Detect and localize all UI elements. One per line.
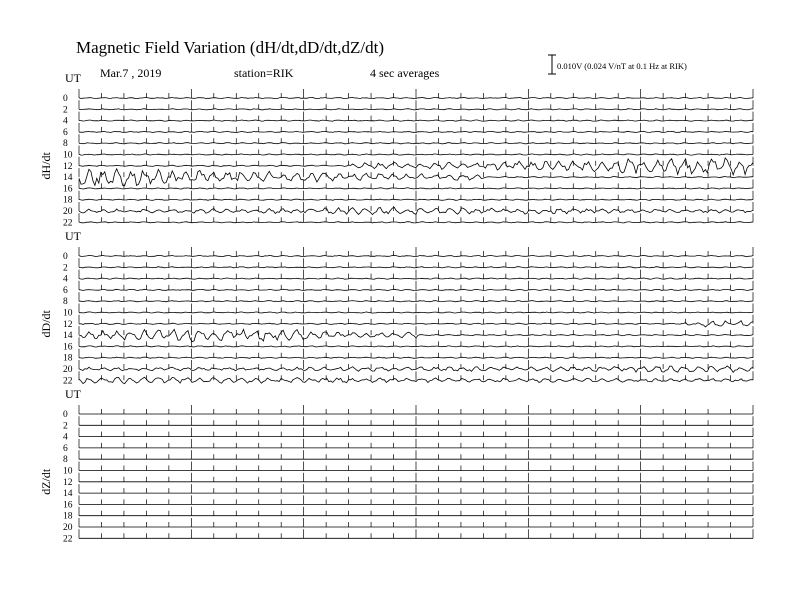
hour-label: 12 — [63, 477, 73, 488]
hour-label: 12 — [63, 161, 73, 172]
scale-bar — [548, 55, 687, 74]
hour-label: 10 — [63, 150, 73, 161]
hour-label: 10 — [63, 466, 73, 477]
panel-1 — [39, 229, 753, 386]
hour-label: 18 — [63, 511, 73, 522]
hour-label: 0 — [63, 252, 68, 262]
hour-label: 10 — [63, 308, 73, 319]
panel-0 — [39, 71, 753, 228]
chart-title: Magnetic Field Variation (dH/dt,dD/dt,dZ/dt) — [76, 38, 385, 57]
station-label: station=RIK — [234, 66, 294, 80]
hour-label: 4 — [63, 274, 68, 285]
date-label: Mar.7 , 2019 — [100, 66, 162, 80]
y-axis-label: dH/dt — [39, 152, 53, 180]
hour-label: 16 — [63, 184, 73, 195]
scale-label: 0.010V (0.024 V/nT at 0.1 Hz at RIK) — [557, 61, 687, 71]
averaging-label: 4 sec averages — [370, 66, 440, 80]
ut-label: UT — [65, 387, 81, 401]
hour-label: 0 — [63, 410, 68, 420]
hour-label: 18 — [63, 195, 73, 206]
panels — [39, 71, 753, 544]
hour-label: 2 — [63, 421, 68, 432]
hour-label: 20 — [63, 523, 73, 533]
hour-label: 14 — [63, 173, 73, 184]
hour-label: 8 — [63, 139, 68, 150]
hour-label: 14 — [63, 489, 73, 500]
hour-label: 16 — [63, 500, 73, 511]
y-axis-label: dD/dt — [39, 310, 53, 338]
hour-label: 2 — [63, 105, 68, 116]
hour-label: 18 — [63, 353, 73, 364]
hour-label: 14 — [63, 331, 73, 342]
hour-label: 0 — [63, 94, 68, 104]
hour-label: 22 — [63, 376, 73, 387]
hour-label: 8 — [63, 455, 68, 466]
ut-label: UT — [65, 229, 81, 243]
hour-label: 2 — [63, 263, 68, 274]
hour-label: 8 — [63, 297, 68, 308]
hour-label: 6 — [63, 443, 68, 454]
ut-label: UT — [65, 71, 81, 85]
hour-label: 22 — [63, 218, 73, 229]
hour-label: 22 — [63, 534, 73, 545]
hour-label: 4 — [63, 116, 68, 127]
hour-label: 16 — [63, 342, 73, 353]
hour-label: 4 — [63, 432, 68, 443]
y-axis-label: dZ/dt — [39, 468, 53, 495]
hour-label: 6 — [63, 127, 68, 138]
hour-label: 6 — [63, 285, 68, 296]
hour-label: 20 — [63, 365, 73, 375]
hour-label: 12 — [63, 319, 73, 330]
panel-2 — [39, 387, 753, 544]
hour-label: 20 — [63, 207, 73, 217]
